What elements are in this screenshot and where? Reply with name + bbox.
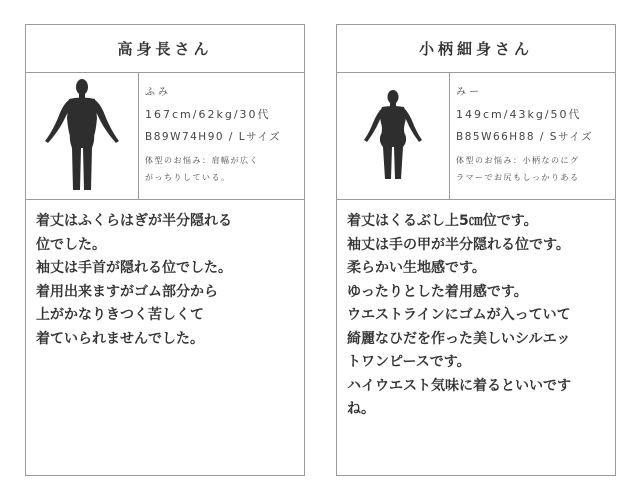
review-line: 綺麗なひだを作った美しいシルエッ	[347, 330, 571, 347]
concern-line: がっちりしている。	[145, 173, 231, 182]
petite-person-silhouette-icon	[361, 89, 425, 183]
review-line: 上がかなりきつく苦しくて	[36, 307, 204, 323]
review-line: 着丈はふくらはぎが半分隠れる	[36, 213, 232, 229]
reviewer-profile	[337, 73, 615, 200]
concern-line: 体型のお悩み：肩幅が広く	[145, 156, 259, 165]
reviewer-sizes: B85W66H88 / Sサイズ	[456, 131, 594, 143]
concern-line: ラマーでお尻もしっかりある	[456, 173, 580, 182]
review-line: ゆったりとした着用感です。	[347, 283, 528, 300]
figure-cell	[337, 73, 450, 199]
review-text	[26, 200, 304, 351]
tall-person-silhouette-icon	[42, 78, 122, 194]
review-text	[337, 200, 615, 422]
review-line: 着丈はくるぶし上5㎝位です。	[347, 213, 538, 229]
reviewer-profile	[26, 73, 304, 200]
review-line: 着用出来ますがゴム部分から	[36, 283, 218, 300]
reviewer-stats: 149cm/43kg/50代	[456, 108, 582, 121]
review-line: 位でした。	[36, 236, 106, 253]
review-line: ね。	[347, 401, 375, 417]
card-title: 小柄細身さん	[337, 25, 615, 73]
reviewer-info	[450, 73, 615, 199]
review-line: 袖丈は手の甲が半分隠れる位です。	[347, 236, 570, 253]
concern-line: 体型のお悩み：小柄なのにグ	[456, 156, 580, 165]
reviewer-concern	[456, 152, 615, 186]
review-card-tall	[25, 24, 305, 476]
reviewer-name: みー	[456, 87, 482, 98]
reviewer-sizes: B89W74H90 / Lサイズ	[145, 131, 282, 143]
review-line: ウエストラインにゴムが入っていて	[347, 307, 571, 323]
figure-cell	[26, 73, 139, 199]
reviewer-concern	[145, 152, 304, 186]
reviewer-name: ふみ	[145, 87, 171, 98]
review-line: ハイウエスト気味に着るといいです	[347, 377, 571, 394]
review-line: 柔らかい生地感です。	[347, 260, 486, 276]
review-line: 袖丈は手首が隠れる位でした。	[36, 260, 232, 276]
review-card-petite	[336, 24, 616, 476]
review-line: 着ていられませんでした。	[36, 330, 204, 347]
reviewer-stats: 167cm/62kg/30代	[145, 108, 271, 121]
card-title: 高身長さん	[26, 25, 304, 73]
reviewer-info	[139, 73, 304, 199]
review-line: トワンピースです。	[347, 354, 471, 370]
